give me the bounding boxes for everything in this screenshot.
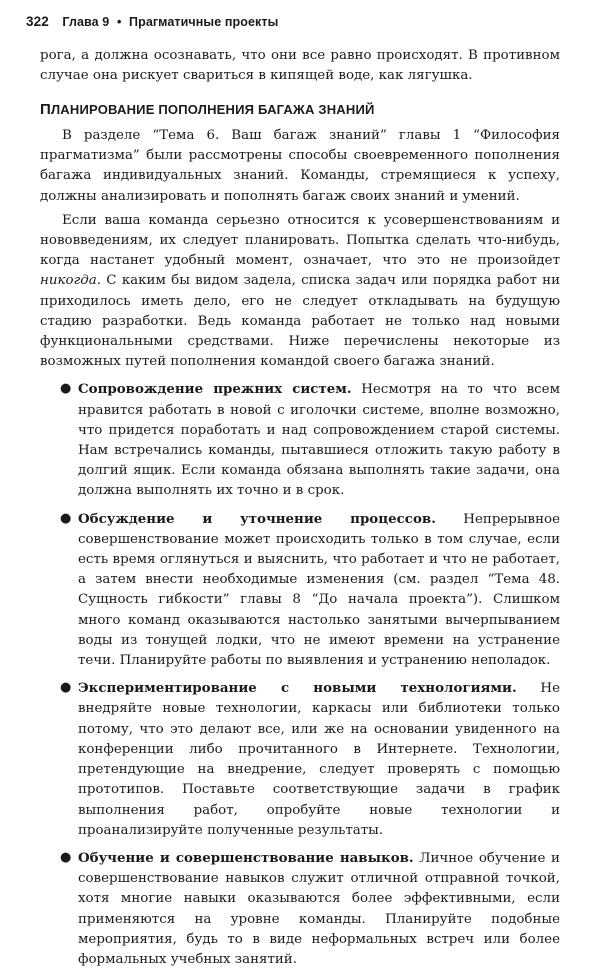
knowledge-list xyxy=(40,379,560,970)
bullet-icon: ● xyxy=(60,680,72,696)
list-item-title: Экспериментирование с новыми технологиями. xyxy=(78,680,517,697)
list-item xyxy=(40,848,560,970)
page-number: 322 xyxy=(26,14,49,29)
bullet-icon: ● xyxy=(60,510,72,526)
list-item-title: Обсуждение и уточнение процессов. xyxy=(78,510,436,527)
list-item-text: Личное обучение и совершенствование навыков служит отличной отправной точкой, хотя многие навыки оказываются более эффективными, если применяются на уровне команды. Планируйте подобные мероприятия, будь то в виде неформальных встреч или более формальных учебных занятий. xyxy=(78,850,560,967)
paragraph-1: В разделе “Тема 6. Ваш багаж знаний” главы 1 “Философия прагматизма” были рассмотрены способы своевременного пополнения багажа индивидуальных знаний. Команды, стремящиеся к успеху, должны анализировать и пополнять багаж своих знаний и умений. xyxy=(40,128,560,204)
section-heading-rest: ЛАНИРОВАНИЕ ПОПОЛНЕНИЯ БАГАЖА ЗНАНИЙ xyxy=(50,102,375,117)
intro-paragraph: рога, а должна осознавать, что они все равно происходят. В противном случае она рискует свариться в кипящей воде, как лягушка. xyxy=(40,48,560,84)
list-item xyxy=(40,678,560,841)
list-item xyxy=(40,509,560,672)
paragraph-2-italic: никогда xyxy=(40,273,97,289)
paragraph-2-part-b: . С каким бы видом задела, списка задач или порядка работ ни приходилось иметь дело, его не следует откладывать на будущую стадию разработки. Ведь команда работает не только над новыми функциональными средствами. Ниже перечислены некоторые из возможных путей пополнения командой своего багажа знаний. xyxy=(40,273,560,370)
bullet-icon: ● xyxy=(60,381,72,397)
running-header xyxy=(26,14,278,29)
list-item-title: Сопровождение прежних систем. xyxy=(78,381,352,398)
section-heading-initial: П xyxy=(40,101,51,118)
list-item-text: Непрерывное совершенствование может происходить только в том случае, если есть время оглянуться и выяснить, что работает и что не работает, а затем внести необходимые изменения (см. раздел “Тема 48. Сущность гибкости” главы 8 “До начала проекта”). Слишком много команд оказываются настолько занятыми вычерпыванием воды из тонущей лодки, что не имеют времени на устранение течи. Планируйте работы по выявления и устранению неполадок. xyxy=(78,511,560,669)
section-body xyxy=(40,126,560,970)
list-item-text: Не внедряйте новые технологии, каркасы или библиотеки только потому, что это делают все, или же на основании увиденного на конференции либо прочитанного в Интернете. Технологии, претендующие на внедрение, следует проверять с помощью прототипов. Поставьте соответствующие задачи в график выполнения работ, опробуйте новые технологии и проанализируйте полученные результаты. xyxy=(78,681,561,838)
chapter-title: Прагматичные проекты xyxy=(129,15,279,29)
paragraph-2-part-a: Если ваша команда серьезно относится к усовершенствованиям и нововведениям, их следует планировать. Попытка сделать что-нибудь, когда настанет удобный момент, означает, что это не произойдет xyxy=(40,212,560,269)
intro-block xyxy=(40,46,560,86)
header-separator: • xyxy=(116,15,122,29)
list-item-title: Обучение и совершенствование навыков. xyxy=(78,849,414,866)
paragraph-2 xyxy=(40,211,560,373)
section-heading xyxy=(40,101,375,118)
list-item xyxy=(40,379,560,501)
bullet-icon: ● xyxy=(60,849,72,865)
list-item-text: Несмотря на то что всем нравится работать в новой с иголочки системе, вполне возможно, что придется поработать и над сопровождением старой системы. Нам встречались команды, пытавшиеся отложить такую работу в долгий ящик. Если команда обязана выполнять такие задачи, она должна выполнять их точно и в срок. xyxy=(78,382,560,499)
chapter-label: Глава 9 xyxy=(62,15,110,29)
